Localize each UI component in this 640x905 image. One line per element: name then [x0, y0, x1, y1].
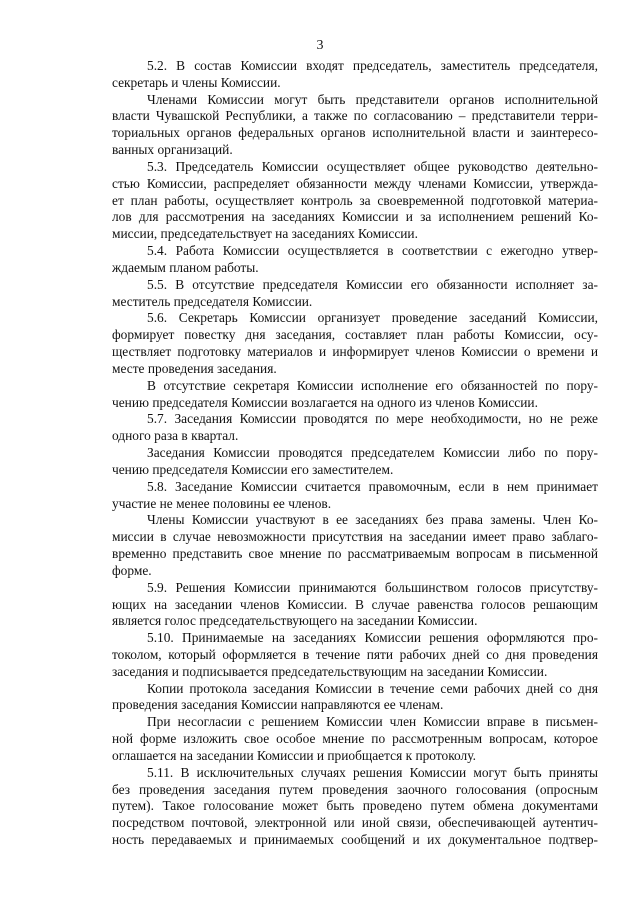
text-line: секретарь и члены Комиссии.	[112, 74, 281, 90]
text-line: путем). Такое голосование может быть проведено путем обмена документами	[112, 798, 598, 814]
text-line: оглашается на заседании Комиссии и приобщается к протоколу.	[112, 747, 476, 763]
text-line: 5.9. Решения Комиссии принимаются большинством голосов присутству-	[147, 579, 598, 595]
text-line: Членами Комиссии могут быть представители органов исполнительной	[147, 91, 598, 107]
text-line: миссии в случае невозможности присутствия на заседании имеет право заблаго-	[112, 529, 598, 545]
text-line: меститель председателя Комиссии.	[112, 293, 313, 309]
text-line: 5.3. Председатель Комиссии осуществляет общее руководство деятельно-	[147, 158, 598, 174]
text-line: Заседания Комиссии проводятся председателем Комиссии либо по пору-	[147, 445, 598, 461]
text-line: форме.	[112, 562, 152, 578]
text-line: ждаемым планом работы.	[112, 259, 259, 275]
page-number: 3	[316, 38, 324, 53]
text-line: проведения заседания Комиссии направляются ее членам.	[112, 697, 444, 713]
text-line: власти Чувашской Республики, а также по согласованию – представители терри-	[112, 108, 598, 124]
text-line: миссии, председательствует на заседаниях Комиссии.	[112, 226, 418, 242]
text-line: 5.8. Заседание Комиссии считается правомочным, если в нем принимает	[147, 478, 598, 494]
text-line: ет план работы, осуществляет контроль за своевременной подготовкой материа-	[112, 192, 598, 208]
text-line: стью Комиссии, распределяет обязанности между членами Комиссии, утвержда-	[112, 175, 598, 191]
text-line: Члены Комиссии участвуют в ее заседаниях без права замены. Член Ко-	[147, 512, 598, 528]
text-line: 5.6. Секретарь Комиссии организует проведение заседаний Комиссии,	[147, 310, 598, 326]
text-line: 5.5. В отсутствие председателя Комиссии его обязанности исполняет за-	[147, 276, 598, 292]
text-line: В отсутствие секретаря Комиссии исполнение его обязанностей по пору-	[147, 377, 598, 393]
text-line: Копии протокола заседания Комиссии в течение семи рабочих дней со дня	[147, 680, 598, 696]
text-line: 5.7. Заседания Комиссии проводятся по мере необходимости, но не реже	[147, 411, 598, 427]
text-line: ществляет подготовку материалов и информирует членов Комиссии о времени и	[112, 344, 598, 360]
text-line: временно представить свое мнение по рассматриваемым вопросам в письменной	[112, 546, 598, 562]
text-line: ной форме изложить свое особое мнение по рассмотренным вопросам, которое	[112, 731, 598, 747]
text-line: ванных организаций.	[112, 142, 233, 158]
text-line: 5.10. Принимаемые на заседаниях Комиссии решения оформляются про-	[147, 630, 598, 646]
text-line: заседания и подписывается председательствующим на заседании Комиссии.	[112, 663, 548, 679]
text-line: 5.2. В состав Комиссии входят председатель, заместитель председателя,	[147, 58, 598, 73]
text-line: лов для рассмотрения на заседаниях Комиссии и за исполнением решений Ко-	[112, 209, 598, 225]
text-line: является голос председательствующего на заседании Комиссии.	[112, 613, 478, 629]
text-line: чению председателя Комиссии его заместителем.	[112, 461, 394, 477]
text-line: чению председателя Комиссии возлагается на одного из членов Комиссии.	[112, 394, 538, 410]
document-body	[112, 58, 598, 849]
text-line: без проведения заседания путем проведения заочного голосования (опросным	[112, 781, 598, 797]
text-line: 5.4. Работа Комиссии осуществляется в соответствии с ежегодно утвер-	[147, 243, 598, 259]
text-line: 5.11. В исключительных случаях решения Комиссии могут быть приняты	[147, 764, 598, 780]
text-line: ность передаваемых и принимаемых сообщений и их документальное подтвер-	[112, 832, 598, 848]
text-line: ющих на заседании членов Комиссии. В случае равенства голосов решающим	[112, 596, 598, 612]
text-line: ториальных органов федеральных органов исполнительной власти и заинтересо-	[112, 125, 598, 141]
text-line: одного раза в квартал.	[112, 428, 239, 444]
text-line: участие не менее половины ее членов.	[112, 495, 332, 511]
text-line: формирует повестку дня заседания, составляет план работы Комиссии, осу-	[112, 327, 598, 343]
text-line: посредством почтовой, электронной или иной связи, обеспечивающей аутентич-	[112, 815, 598, 831]
text-line: При несогласии с решением Комиссии член Комиссии вправе в письмен-	[147, 714, 598, 730]
text-line: месте проведения заседания.	[112, 360, 277, 376]
text-line: токолом, который оформляется в течение пяти рабочих дней со дня проведения	[112, 646, 598, 662]
